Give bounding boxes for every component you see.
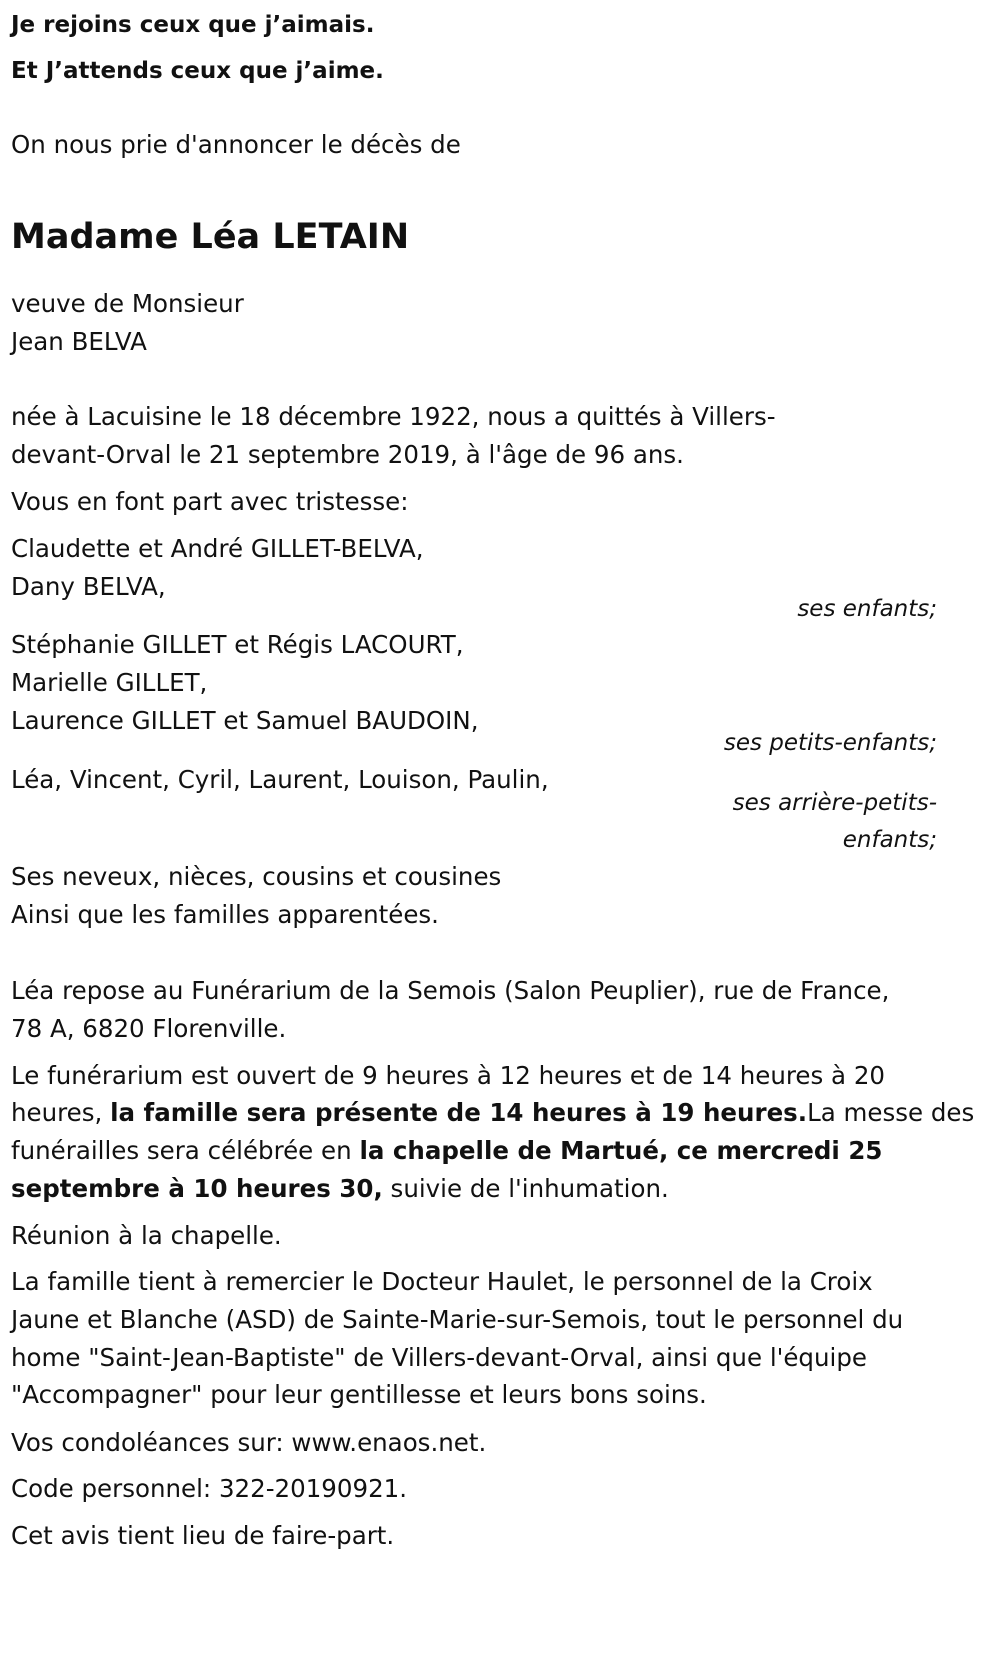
children-label: ses enfants; — [797, 596, 937, 622]
rest-place-line-2: 78 A, 6820 Florenville. — [11, 1014, 287, 1043]
relatives-line-1: Ses neveux, nièces, cousins et cousines — [11, 862, 502, 891]
great-grandchildren-label-1: ses arrière-petits- — [732, 790, 937, 816]
grandchildren-label: ses petits-enfants; — [723, 730, 937, 756]
announcement-text: On nous prie d'annoncer le décès de — [11, 130, 461, 159]
widow-line-2: Jean BELVA — [11, 327, 147, 356]
funeral-line-4-b: suivie de l'inhumation. — [382, 1174, 669, 1203]
epigraph-line-1: Je rejoins ceux que j’aimais. — [11, 12, 375, 38]
widow-line-1: veuve de Monsieur — [11, 289, 244, 318]
grandchildren-name-2: Marielle GILLET, — [11, 668, 208, 697]
funeral-line-3 — [11, 1132, 882, 1170]
grandchildren-name-1: Stéphanie GILLET et Régis LACOURT, — [11, 630, 464, 659]
thanks-line-1: La famille tient à remercier le Docteur Haulet, le personnel de la Croix — [11, 1267, 873, 1296]
thanks-line-4: "Accompagner" pour leur gentillesse et leurs bons soins. — [11, 1380, 707, 1409]
deceased-name: Madame Léa LETAIN — [11, 217, 410, 257]
relatives-line-2: Ainsi que les familles apparentées. — [11, 900, 439, 929]
grandchildren-name-3: Laurence GILLET et Samuel BAUDOIN, — [11, 706, 479, 735]
children-name-2: Dany BELVA, — [11, 572, 166, 601]
birth-death-line-2: devant-Orval le 21 septembre 2019, à l'âge de 96 ans. — [11, 440, 684, 469]
great-grandchildren-names: Léa, Vincent, Cyril, Laurent, Louison, Paulin, — [11, 765, 549, 794]
closing-text: Cet avis tient lieu de faire-part. — [11, 1521, 395, 1550]
funeral-line-3-a: funérailles sera célébrée en — [11, 1136, 360, 1165]
sadness-intro: Vous en font part avec tristesse: — [11, 487, 409, 516]
family-presence-hours: la famille sera présente de 14 heures à 19 heures. — [110, 1098, 808, 1127]
epigraph-line-2: Et J’attends ceux que j’aime. — [11, 58, 384, 84]
ceremony-time: septembre à 10 heures 30, — [11, 1174, 383, 1203]
chapel-date: la chapelle de Martué, ce mercredi 25 — [359, 1136, 883, 1165]
meeting-text: Réunion à la chapelle. — [11, 1221, 282, 1250]
thanks-line-2: Jaune et Blanche (ASD) de Sainte-Marie-sur-Semois, tout le personnel du — [11, 1305, 904, 1334]
funeral-line-4 — [11, 1170, 669, 1208]
condolences-text: Vos condoléances sur: www.enaos.net. — [11, 1428, 487, 1457]
thanks-line-3: home "Saint-Jean-Baptiste" de Villers-devant-Orval, ainsi que l'équipe — [11, 1343, 867, 1372]
funeral-line-2 — [11, 1094, 974, 1132]
children-name-1: Claudette et André GILLET-BELVA, — [11, 534, 424, 563]
personal-code: Code personnel: 322-20190921. — [11, 1474, 408, 1503]
birth-death-line-1: née à Lacuisine le 18 décembre 1922, nous a quittés à Villers- — [11, 402, 776, 431]
funeral-line-1: Le funérarium est ouvert de 9 heures à 12 heures et de 14 heures à 20 — [11, 1061, 886, 1090]
rest-place-line-1: Léa repose au Funérarium de la Semois (Salon Peuplier), rue de France, — [11, 976, 890, 1005]
funeral-line-2-a: heures, — [11, 1098, 111, 1127]
funeral-line-2-c: La messe des — [807, 1098, 975, 1127]
great-grandchildren-label-2: enfants; — [842, 827, 937, 853]
